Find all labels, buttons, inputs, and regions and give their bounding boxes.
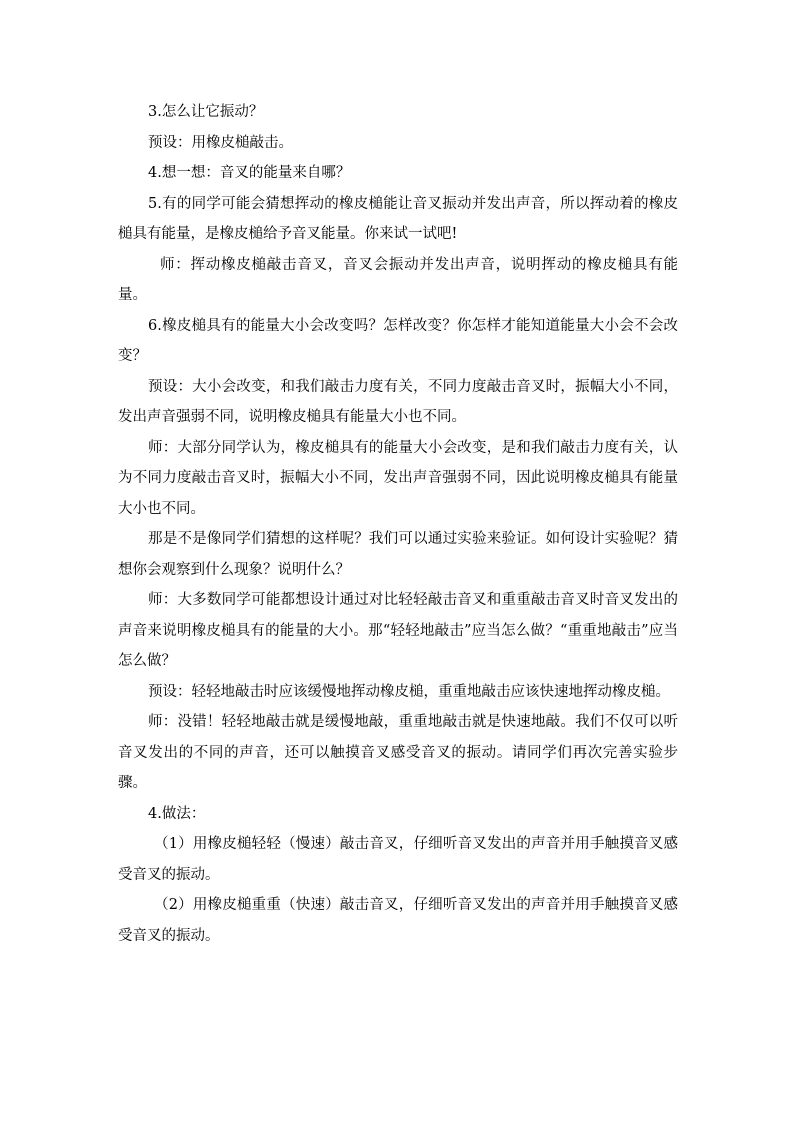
method-step-1: （1）用橡皮槌轻轻（慢速）敲击音叉，仔细听音叉发出的声音并用手触摸音叉感受音叉的振动。 xyxy=(118,836,678,883)
teacher-remark-confirm: 师：没错！轻轻地敲击就是缓慢地敲，重重地敲击就是快速地敲。我们不仅可以听音叉发出的不同的声音，还可以触摸音叉感受音叉的振动。请同学们再次完善实验步骤。 xyxy=(118,714,678,791)
teacher-remark-6: 师：大部分同学认为，橡皮槌具有的能量大小会改变，是和我们敲击力度有关，认为不同力度敲击音叉时，振幅大小不同，发出声音强弱不同，因此说明橡皮槌具有能量大小也不同。 xyxy=(118,439,678,517)
experiment-question: 那是不是像同学们猜想的这样呢？我们可以通过实验来验证。如何设计实验呢？猜想你会观察到什么现象？说明什么？ xyxy=(118,531,678,578)
preset-answer-6: 预设：大小会改变，和我们敲击力度有关，不同力度敲击音叉时，振幅大小不同，发出声音强弱不同，说明橡皮槌具有能量大小也不同。 xyxy=(118,378,678,425)
teacher-remark-5: 师：挥动橡皮槌敲击音叉，音叉会振动并发出声音，说明挥动的橡皮槌具有能量。 xyxy=(118,256,678,303)
method-step-2: （2）用橡皮槌重重（快速）敲击音叉，仔细听音叉发出的声音并用手触摸音叉感受音叉的振动。 xyxy=(118,897,678,944)
question-5: 5.有的同学可能会猜想挥动的橡皮槌能让音叉振动并发出声音，所以挥动着的橡皮槌具有能量，是橡皮槌给予音叉能量。你来试一试吧! xyxy=(118,195,678,242)
question-6: 6.橡皮槌具有的能量大小会改变吗？怎样改变？你怎样才能知道能量大小会不会改变？ xyxy=(118,317,678,364)
preset-answer-3: 预设：用橡皮槌敲击。 xyxy=(148,134,293,151)
question-4: 4.想一想：音叉的能量来自哪？ xyxy=(148,165,351,181)
method-heading: 4.做法： xyxy=(148,805,206,822)
question-3: 3.怎么让它振动？ xyxy=(148,104,264,120)
preset-answer-experiment: 预设：轻轻地敲击时应该缓慢地挥动橡皮槌，重重地敲击应该快速地挥动橡皮槌。 xyxy=(148,683,670,700)
teacher-remark-experiment: 师：大多数同学可能都想设计通过对比轻轻敲击音叉和重重敲击音叉时音叉发出的声音来说明橡皮槌具有的能量的大小。那“轻轻地敲击”应当怎么做？“重重地敲击”应当怎么做？ xyxy=(118,592,678,669)
document-body xyxy=(118,97,678,951)
